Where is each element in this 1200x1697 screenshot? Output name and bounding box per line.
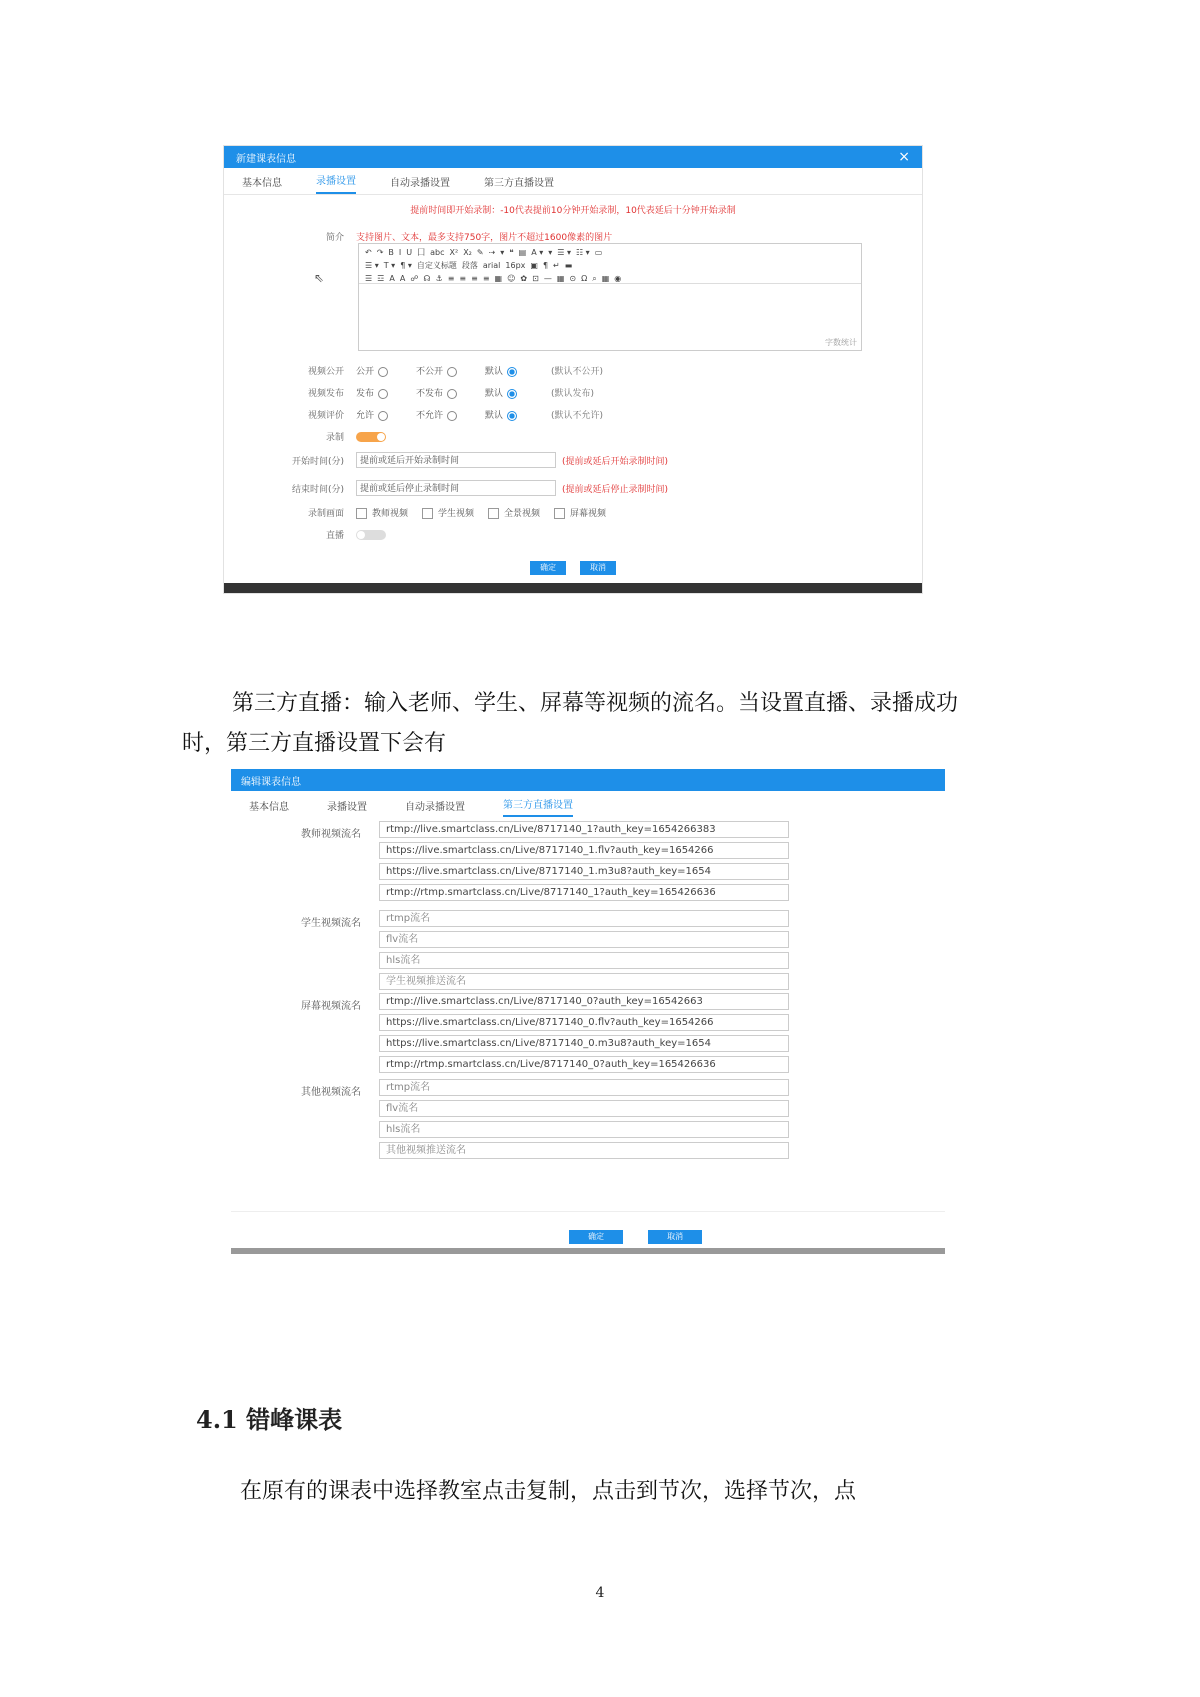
record-row: [224, 430, 922, 443]
panorama-video-checkbox[interactable]: [488, 508, 499, 519]
toolbar-button[interactable]: ⚓: [435, 274, 443, 283]
toolbar-button[interactable]: ☍: [410, 274, 419, 283]
record-screen-label: 录制画面: [307, 509, 344, 519]
live-label: 直播: [325, 531, 344, 541]
toolbar-button[interactable]: ≡: [459, 274, 467, 283]
video-publish-label: 视频发布: [307, 389, 344, 399]
toolbar-button[interactable]: 自定义标题: [416, 261, 457, 270]
toolbar-button[interactable]: arial: [482, 261, 501, 270]
radio-not-public[interactable]: [447, 367, 457, 377]
live-toggle[interactable]: [356, 530, 386, 540]
dialog-titlebar: [231, 769, 945, 791]
toolbar-button[interactable]: ☰: [365, 274, 373, 283]
opt-public: [356, 364, 394, 377]
record-toggle[interactable]: [356, 432, 386, 442]
video-comment-label: 视频评价: [307, 411, 344, 421]
toolbar-button[interactable]: ⊡: [532, 274, 539, 283]
toolbar-button[interactable]: ☰ ▾: [365, 261, 379, 270]
toolbar-button[interactable]: abc: [430, 248, 445, 257]
close-icon[interactable]: ×: [898, 149, 910, 165]
start-time-input[interactable]: 提前或延后开始录制时间: [356, 452, 556, 468]
opt-label: 不公开: [416, 367, 444, 377]
radio-not-publish[interactable]: [447, 389, 457, 399]
checkbox-label: 教师视频: [372, 509, 409, 519]
stream-group-label: 其他视频流名: [301, 1087, 361, 1098]
toolbar-button[interactable]: T ▾: [383, 261, 396, 270]
toolbar-button[interactable]: 段落: [461, 261, 478, 270]
mouse-cursor-icon: ⇖: [314, 271, 325, 285]
new-schedule-dialog-screenshot: [224, 146, 922, 593]
screen-video-checkbox[interactable]: [554, 508, 565, 519]
toolbar-button[interactable]: ▾: [548, 248, 553, 257]
video-public-hint: (默认不公开): [551, 367, 604, 377]
stream-group-label: 教师视频流名: [301, 829, 361, 840]
stream-name-input[interactable]: rtmp流名: [379, 1079, 789, 1096]
toolbar-button[interactable]: ☺: [507, 274, 516, 283]
video-public-label: 视频公开: [307, 367, 344, 377]
toolbar-button[interactable]: X₂: [463, 248, 472, 257]
opt-label: 不发布: [416, 389, 444, 399]
record-label: 录制: [325, 433, 344, 443]
confirm-button[interactable]: 确定: [530, 561, 566, 575]
toolbar-button[interactable]: ↶: [365, 248, 372, 257]
opt-label: 默认: [485, 389, 504, 399]
dialog-tabs: [231, 791, 945, 817]
word-count: 字数统计: [825, 338, 857, 347]
checkbox-label: 学生视频: [438, 509, 475, 519]
start-time-hint: (提前或延后开始录制时间): [562, 456, 669, 467]
stream-name-input[interactable]: rtmp://rtmp.smartclass.cn/Live/8717140_1?auth_key=165426636: [379, 884, 789, 901]
toolbar-button[interactable]: ☰ ▾: [557, 248, 571, 257]
page-number: 4: [595, 1585, 605, 1601]
teacher-video-checkbox[interactable]: [356, 508, 367, 519]
cancel-button[interactable]: 取消: [580, 561, 616, 575]
stream-name-input[interactable]: hls流名: [379, 1121, 789, 1138]
toolbar-button[interactable]: —: [543, 274, 552, 283]
stream-name-input[interactable]: 学生视频推送流名: [379, 973, 789, 990]
cancel-button[interactable]: 取消: [648, 1230, 702, 1244]
toolbar-button[interactable]: A: [399, 274, 406, 283]
radio-default-selected[interactable]: [507, 367, 517, 377]
tab-record-settings[interactable]: 录播设置: [316, 172, 356, 194]
intro-label: 简介: [325, 233, 344, 243]
stream-name-input[interactable]: rtmp://live.smartclass.cn/Live/8717140_1?auth_key=1654266383: [379, 821, 789, 838]
toolbar-button[interactable]: ✿: [520, 274, 528, 283]
toolbar-button[interactable]: ▦: [556, 274, 565, 283]
stream-name-input[interactable]: https://live.smartclass.cn/Live/8717140_1.m3u8?auth_key=1654: [379, 863, 789, 880]
toolbar-button[interactable]: ↷: [376, 248, 384, 257]
editor-toolbar-row-1: [365, 246, 855, 259]
end-time-label: 结束时间(分): [291, 484, 344, 495]
dialog-tabs: [224, 168, 922, 195]
stream-group-label: 学生视频流名: [301, 918, 361, 929]
intro-row: [224, 230, 922, 243]
opt-label: 公开: [356, 367, 375, 377]
toolbar-button[interactable]: ▦: [494, 274, 503, 283]
rich-text-editor[interactable]: [358, 243, 862, 351]
end-time-row: [224, 480, 922, 496]
opt-default: [485, 364, 523, 377]
toolbar-button[interactable]: ⌕: [592, 274, 597, 283]
paragraph-line-1: 第三方直播：输入老师、学生、屏幕等视频的流名。当设置直播、录播成功: [232, 691, 959, 716]
paragraph-line-2: 时，第三方直播设置下会有: [182, 731, 447, 756]
paragraph-2: 在原有的课表中选择教室点击复制，点击到节次，选择节次，点: [240, 1479, 857, 1504]
student-video-checkbox[interactable]: [422, 508, 433, 519]
bottom-strip: [231, 1248, 945, 1254]
stream-name-input[interactable]: flv流名: [379, 1100, 789, 1117]
dialog-titlebar: [224, 146, 922, 168]
toolbar-button[interactable]: ⊙: [569, 274, 577, 283]
toolbar-button[interactable]: ▾: [500, 248, 505, 257]
toolbar-button[interactable]: ⇢: [488, 248, 496, 257]
video-publish-row: [224, 386, 922, 399]
stream-group-label: 屏幕视频流名: [301, 1001, 361, 1012]
checkbox-label: 屏幕视频: [570, 509, 607, 519]
tab-basic-info[interactable]: 基本信息: [242, 178, 282, 189]
toolbar-button[interactable]: 16px: [505, 261, 526, 270]
opt-label: 不允许: [416, 411, 444, 421]
tab-third-party-live[interactable]: 第三方直播设置: [484, 178, 554, 189]
stream-name-input[interactable]: https://live.smartclass.cn/Live/8717140_0.m3u8?auth_key=1654: [379, 1035, 789, 1052]
stream-name-input[interactable]: rtmp://live.smartclass.cn/Live/8717140_0?auth_key=16542663: [379, 993, 789, 1010]
video-comment-row: [224, 408, 922, 421]
toolbar-button[interactable]: ☷ ▾: [575, 248, 590, 257]
tab-record-settings[interactable]: 录播设置: [327, 802, 367, 813]
radio-default-selected[interactable]: [507, 389, 517, 399]
opt-not-public: [416, 364, 463, 377]
dialog-title: 新建课表信息: [236, 153, 296, 165]
dialog-buttons: [224, 561, 922, 575]
stream-name-input[interactable]: rtmp://rtmp.smartclass.cn/Live/8717140_0?auth_key=165426636: [379, 1056, 789, 1073]
stream-name-input[interactable]: https://live.smartclass.cn/Live/8717140_0.flv?auth_key=1654266: [379, 1014, 789, 1031]
end-time-hint: (提前或延后停止录制时间): [562, 484, 669, 495]
toolbar-button[interactable]: ▣: [530, 261, 538, 270]
record-screen-row: [224, 506, 922, 519]
intro-hint: 支持图片、文本，最多支持750字，图片不超过1600像素的图片: [356, 233, 613, 243]
start-time-row: [224, 452, 922, 468]
toolbar-button[interactable]: A: [389, 274, 395, 283]
divider: [231, 1211, 945, 1212]
end-time-input[interactable]: 提前或延后停止录制时间: [356, 480, 556, 496]
tab-third-party-live[interactable]: 第三方直播设置: [503, 796, 573, 817]
radio-publish[interactable]: [378, 389, 388, 399]
radio-allow[interactable]: [378, 411, 388, 421]
start-time-label: 开始时间(分): [291, 456, 344, 467]
opt-label: 默认: [485, 367, 504, 377]
toolbar-button[interactable]: ≡: [471, 274, 478, 283]
radio-disallow[interactable]: [447, 411, 457, 421]
dialog-buttons: [569, 1224, 722, 1244]
toolbar-button[interactable]: X²: [449, 248, 459, 257]
radio-public[interactable]: [378, 367, 388, 377]
toolbar-button[interactable]: ≡: [482, 274, 490, 283]
toolbar-button[interactable]: ≡: [447, 274, 455, 283]
toolbar-button[interactable]: ❝: [509, 248, 514, 257]
toolbar-button[interactable]: ▦: [601, 274, 610, 283]
toolbar-button[interactable]: A ▾: [531, 248, 544, 257]
tab-auto-record-settings[interactable]: 自动录播设置: [405, 802, 465, 813]
confirm-button[interactable]: 确定: [569, 1230, 623, 1244]
edit-schedule-dialog-screenshot: [231, 769, 945, 1254]
section-heading: 4.1 错峰课表: [196, 1405, 343, 1434]
toolbar-button[interactable]: ¶: [542, 261, 549, 270]
tab-basic-info[interactable]: 基本信息: [249, 802, 289, 813]
toolbar-button[interactable]: ☲: [377, 274, 385, 283]
video-public-row: [224, 364, 922, 377]
opt-label: 允许: [356, 411, 375, 421]
toolbar-button[interactable]: 囗: [417, 248, 426, 257]
checkbox-label: 全景视频: [504, 509, 541, 519]
toolbar-button[interactable]: ▭: [594, 248, 603, 257]
toolbar-button[interactable]: B: [388, 248, 394, 257]
toolbar-button[interactable]: ↵: [553, 261, 560, 270]
radio-default-selected[interactable]: [507, 411, 517, 421]
toolbar-button[interactable]: ◉: [614, 274, 622, 283]
tab-auto-record-settings[interactable]: 自动录播设置: [390, 178, 450, 189]
opt-label: 默认: [485, 411, 504, 421]
taskbar-strip: [224, 583, 922, 593]
toolbar-button[interactable]: ✎: [476, 248, 484, 257]
toolbar-button[interactable]: U: [406, 248, 413, 257]
stream-name-input[interactable]: rtmp流名: [379, 910, 789, 927]
stream-name-input[interactable]: hls流名: [379, 952, 789, 969]
live-row: [224, 528, 922, 541]
time-notice: 提前时间即开始录制：-10代表提前10分钟开始录制，10代表延后十分钟开始录制: [410, 206, 736, 216]
toolbar-button[interactable]: Ω: [581, 274, 588, 283]
toolbar-button[interactable]: ▤: [518, 248, 527, 257]
toolbar-button[interactable]: I: [398, 248, 402, 257]
toolbar-button[interactable]: ☊: [423, 274, 431, 283]
video-comment-hint: (默认不允许): [551, 411, 604, 421]
toolbar-button[interactable]: ▬: [564, 261, 573, 270]
stream-name-input[interactable]: 其他视频推送流名: [379, 1142, 789, 1159]
toolbar-button[interactable]: ¶ ▾: [400, 261, 412, 270]
editor-toolbar: [359, 244, 861, 284]
dialog-title: 编辑课表信息: [241, 776, 301, 788]
editor-toolbar-row-2: [365, 259, 855, 272]
video-publish-hint: (默认发布): [551, 389, 595, 399]
opt-label: 发布: [356, 389, 375, 399]
editor-toolbar-row-3: [365, 272, 855, 285]
stream-name-input[interactable]: flv流名: [379, 931, 789, 948]
stream-name-input[interactable]: https://live.smartclass.cn/Live/8717140_1.flv?auth_key=1654266: [379, 842, 789, 859]
